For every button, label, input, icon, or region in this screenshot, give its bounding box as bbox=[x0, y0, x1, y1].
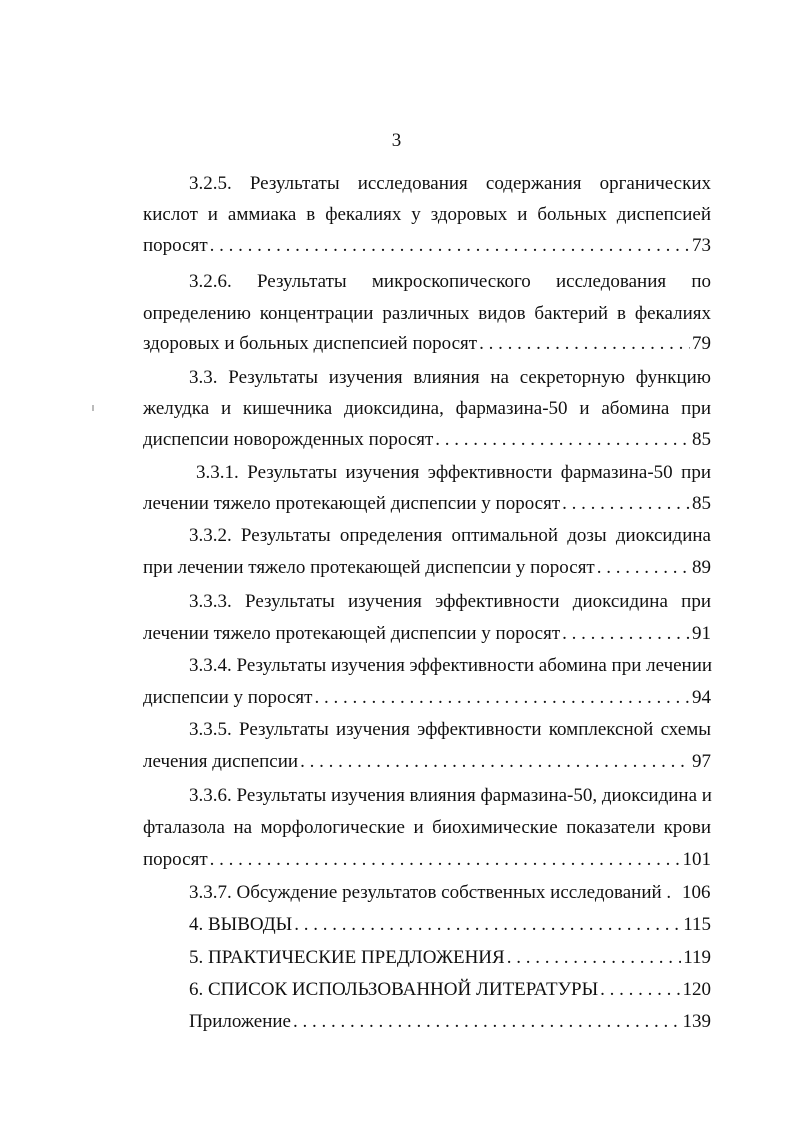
toc-page-number: 73 bbox=[692, 235, 711, 256]
dot-leader bbox=[597, 552, 690, 584]
toc-entry-3-3-6-line-3 bbox=[143, 844, 711, 876]
dot-leader bbox=[294, 909, 681, 941]
toc-entry-text: поросят bbox=[143, 849, 208, 870]
toc-entry-3-3-6-line-2: фталазола на морфологические и биохимические показатели крови bbox=[143, 817, 711, 838]
toc-entry-3-3-1-line-1: 3.3.1. Результаты изучения эффективности фармазина-50 при bbox=[196, 462, 711, 483]
toc-page-number: 115 bbox=[683, 914, 711, 935]
toc-entry-3-3-4-line-2 bbox=[143, 682, 711, 714]
toc-entry-appendix bbox=[143, 1006, 711, 1038]
toc-entry-text: 6. СПИСОК ИСПОЛЬЗОВАННОЙ ЛИТЕРАТУРЫ bbox=[189, 979, 599, 1000]
toc-entry-text: 5. ПРАКТИЧЕСКИЕ ПРЕДЛОЖЕНИЯ bbox=[189, 947, 505, 968]
toc-entry-text: при лечении тяжело протекающей диспепсии у поросят bbox=[143, 557, 595, 578]
toc-entry-text: лечении тяжело протекающей диспепсии у поросят bbox=[143, 493, 561, 514]
toc-page-number: 85 bbox=[692, 429, 711, 450]
dot-leader bbox=[314, 682, 690, 714]
toc-entry-conclusions bbox=[143, 909, 711, 941]
toc-page-number: 89 bbox=[692, 557, 711, 578]
toc-entry-3-2-6-line-2: определению концентрации различных видов бактерий в фекалиях bbox=[143, 303, 711, 324]
toc-entry-3-3-3-line-1: 3.3.3. Результаты изучения эффективности диоксидина при bbox=[189, 591, 711, 612]
toc-entry-text: поросят bbox=[143, 235, 208, 256]
toc-page-number: 85 bbox=[692, 493, 711, 514]
dot-leader bbox=[479, 328, 690, 360]
toc-entry-3-3-2-line-1: 3.3.2. Результаты определения оптимальной дозы диоксидина bbox=[189, 525, 711, 546]
toc-entry-text: диспепсии у поросят bbox=[143, 687, 313, 708]
toc-entry-text: 4. ВЫВОДЫ bbox=[189, 914, 293, 935]
toc-entry-3-2-5-line-1: 3.2.5. Результаты исследования содержания органических bbox=[189, 173, 711, 194]
toc-page-number: 106 bbox=[681, 882, 711, 903]
toc-page-number: 94 bbox=[692, 687, 711, 708]
toc-page-number: 139 bbox=[682, 1011, 711, 1032]
scan-speck bbox=[92, 405, 94, 411]
toc-entry-3-2-6-line-1: 3.2.6. Результаты микроскопического исследования по bbox=[189, 271, 711, 292]
toc-page-number: 101 bbox=[682, 849, 711, 870]
toc-entry-text: диспепсии новорожденных поросят bbox=[143, 429, 434, 450]
toc-entry-3-3-5-line-2 bbox=[143, 746, 711, 778]
toc-entry-text: здоровых и больных диспепсией поросят bbox=[143, 333, 478, 354]
toc-entry-3-2-6-line-3 bbox=[143, 328, 711, 360]
toc-entry-3-2-5-line-2: кислот и аммиака в фекалиях у здоровых и больных диспепсией bbox=[143, 204, 711, 225]
toc-entry-3-3-line-3 bbox=[143, 424, 711, 456]
toc-entry-text: Приложение bbox=[189, 1011, 291, 1032]
toc-entry-3-3-1-line-2 bbox=[143, 488, 711, 520]
toc-entry-3-3-6-line-1: 3.3.6. Результаты изучения влияния фармазина-50, диоксидина и bbox=[189, 785, 712, 806]
toc-entry-3-3-7 bbox=[143, 877, 711, 909]
toc-entry-references bbox=[143, 974, 711, 1006]
toc-entry-3-3-2-line-2 bbox=[143, 552, 711, 584]
dot-leader bbox=[562, 618, 690, 650]
dot-leader bbox=[507, 942, 682, 974]
toc-page-number: 120 bbox=[682, 979, 711, 1000]
toc-entry-text: 3.3.7. Обсуждение результатов собственных исследований . bbox=[189, 882, 672, 903]
toc-page-number: 97 bbox=[692, 751, 711, 772]
toc-page-number: 91 bbox=[692, 623, 711, 644]
dot-leader bbox=[435, 424, 690, 456]
dot-leader bbox=[600, 974, 680, 1006]
toc-entry-text: лечении тяжело протекающей диспепсии у поросят bbox=[143, 623, 561, 644]
toc-entry-practical-proposals bbox=[143, 942, 711, 974]
dot-leader bbox=[300, 746, 690, 778]
toc-entry-3-2-5-line-3 bbox=[143, 230, 711, 262]
toc-entry-3-3-line-1: 3.3. Результаты изучения влияния на секреторную функцию bbox=[189, 367, 711, 388]
dot-leader bbox=[210, 230, 690, 262]
toc-entry-3-3-line-2: желудка и кишечника диоксидина, фармазина-50 и абомина при bbox=[143, 398, 711, 419]
dot-leader bbox=[562, 488, 690, 520]
toc-page-number: 119 bbox=[683, 947, 711, 968]
toc-entry-3-3-3-line-2 bbox=[143, 618, 711, 650]
toc-entry-3-3-5-line-1: 3.3.5. Результаты изучения эффективности комплексной схемы bbox=[189, 719, 711, 740]
toc-page-number: 79 bbox=[692, 333, 711, 354]
toc-entry-3-3-4-line-1: 3.3.4. Результаты изучения эффективности абомина при лечении bbox=[189, 655, 713, 676]
page-number: 3 bbox=[391, 130, 402, 151]
dot-leader bbox=[293, 1006, 681, 1038]
toc-entry-text: лечения диспепсии bbox=[143, 751, 299, 772]
dot-leader bbox=[210, 844, 681, 876]
